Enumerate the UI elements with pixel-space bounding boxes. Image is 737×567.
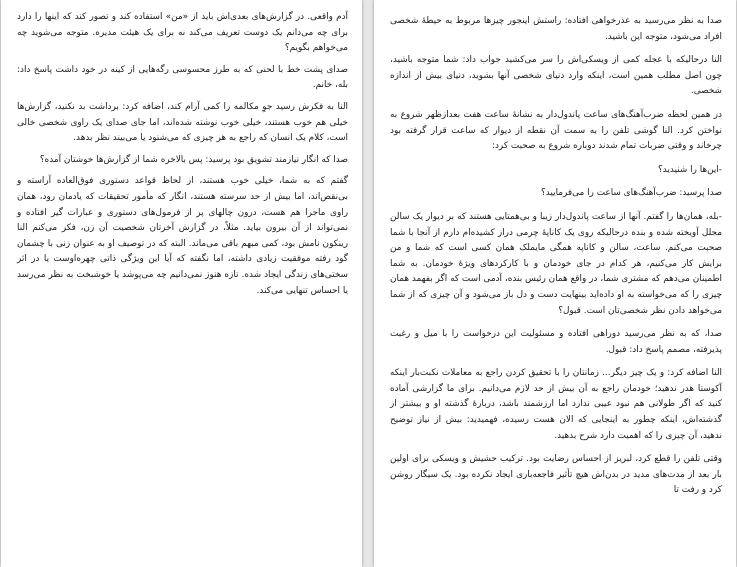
- paragraph: -بله، همان‌ها را گفتم. آنها از ساعت پاندول‌دار زیبا و بی‌همتایی هستند که بر دیوار یک سالن مجلل آویخته شده و بنده درحالیکه روی یک کاناپهٔ چرمی دراز کشیده‌ام دارم از آنجا با شما صحبت می‌کنم. ساعت، سالن و کاناپه همگی مایملک همان کسی است که شما و من برایش کار می‌کنیم، هر کدام در جای خودمان و با کارکردهای ویژهٔ خودمان. به شما اطمینان می‌دهم که مشتری شما، در واقع همان رئیس بنده، آدمی است که اگر بفهمد همان چیزی را که می‌خواسته به او داده‌اید بینهایت دست و دل باز می‌شود و آن چیزی که از شما می‌خواهد دادن نظر شخصی‌تان است. قبول؟: [390, 211, 722, 316]
- paragraph: النا به فکرش رسید جوِ مکالمه را کمی آرام کند، اضافه کرد: برداشت بد نکنید، گزارش‌ها خیلی هم خوب هستند، خیلی خوب نوشته شده‌اند، اما جای صدای یک راوی شخصی خالی است، کلام یک انسان که راجع به هر چیزی که می‌شنود یا می‌بیند نظر بدهد.: [17, 101, 348, 144]
- paragraph: صدا که انگار نیازمند تشویق بود پرسید: پس بالاخره شما از گزارش‌ها خوشتان آمده؟: [39, 154, 348, 165]
- paragraph: النا اضافه کرد: و یک چیز دیگر... زمانتان را با تحقیق کردن راجع به معاملات نکبت‌بار اینکه آکوستا هدر ندهید؛ خودمان راجع به آن بیش از حد لازم می‌دانیم. برای ما گزارشی آماده کنید که اگر طولانی هم نبود عیبی ندارد اما ارزشمند باشد، دربارهٔ گذشته او و بیشتر از گذشته‌اش، اینکه چطور به اینجایی که الان هست رسیده، فهمیدید: بیش از نیاز توضیح ندهید، آن چیزی را که اهمیت دارد شرح بدهید.: [390, 368, 722, 441]
- left-page: [1, 0, 362, 567]
- paragraph: صدا، که به نظر می‌رسید دوراهی افتاده و مسئولیت این درخواست را با میل و رغبت پذیرفته، مصمم پاسخ داد: قبول.: [390, 329, 722, 355]
- paragraph: وقتی تلفن را قطع کرد، لبریز از احساس رضایت بود. ترکیب حشیش و ویسکی برای اولین بار بعد از مدت‌های مدید در بدن‌اش هیچ تأثیر فاجعه‌باری ایجاد نکرده بود. یک سیگار روشن کرد و رفت تا: [390, 454, 722, 496]
- right-page-text: [390, 14, 722, 499]
- left-page-text: [17, 10, 348, 299]
- right-page: [374, 0, 736, 567]
- paragraph: در همین لحظه ضرب‌آهنگ‌های ساعت پاندول‌دار به نشانهٔ ساعت هفت بعدازظهر شروع به نواختن کرد. النا گوشی تلفن را به سمت آن نقطه از دیوار که ساعت قرار گرفته بود چرخاند و وقتی ضربات تمام شدند دوباره شروع به صحبت کرد:: [390, 109, 722, 152]
- paragraph: گفتم که به شما، خیلی خوب هستند، از لحاظ قواعد دستوری فوق‌العاده آراسته و بی‌نقص‌اند، اما بیش از حد سرسته هستند، انگار که مأمور تحقیقات که یادمان رود، همان راوی ماجرا هم هست، درون چالهای پر از فرمول‌های دستوری و عبارات گیر افتاده و نمی‌تواند از آن بیرون بیاید. مثلاً، در گزارش آخرتان شخصیت آن زن، فکر می‌کنم النا رینکون نامش بود، کمی مبهم باقی می‌ماند. البته که در توصیف او به عنوان زنی با چشمان گود رفته موفقیت زیادی داشته، اما نگفته که آیا این ویژگی ذاتی چهره‌اوست یا در اثر سختی‌های زندگی ایجاد شده. تازه هنوز نمی‌دانیم چه می‌پوشد یا خوشبخت به نظر می‌رسد یا احساس تنهایی می‌کند.: [17, 176, 348, 296]
- paragraph: -این‌ها را شنیدید؟: [658, 164, 722, 175]
- paragraph: صدا پرسید: ضرب‌آهنگ‌های ساعت را می‌فرمایید؟: [541, 188, 722, 199]
- paragraph: صدا به نظر می‌رسید به عذرخواهی افتاده: راستش اینجور چیزها مربوط به حیطهٔ شخصی افراد می‌شود، متوجه این باشید.: [390, 16, 722, 42]
- paragraph: النا درحالیکه با عجله کمی از ویسکی‌اش را سر می‌کشید جواب داد: شما متوجه باشید، چون اصل مطلب همین است، اینکه وارد دنیای شخصی آنها بشوید، دنیای بیش از اندازه شخصی.: [390, 55, 722, 97]
- paragraph: آدم واقعی. در گزارش‌های بعدی‌اش باید از «من» استفاده کند و تصور کند که اینها را دارد برای چه می‌دانم یک دوست تعریف می‌کند نه برای یک هیئت مدیره. متوجه می‌شوید چه می‌خواهم بگویم؟: [17, 12, 348, 54]
- paragraph: صدای پشت خط با لحنی که به طرز محسوسی رگه‌هایی از کینه در خود داشت پاسخ داد: بله، خانم.: [17, 64, 348, 91]
